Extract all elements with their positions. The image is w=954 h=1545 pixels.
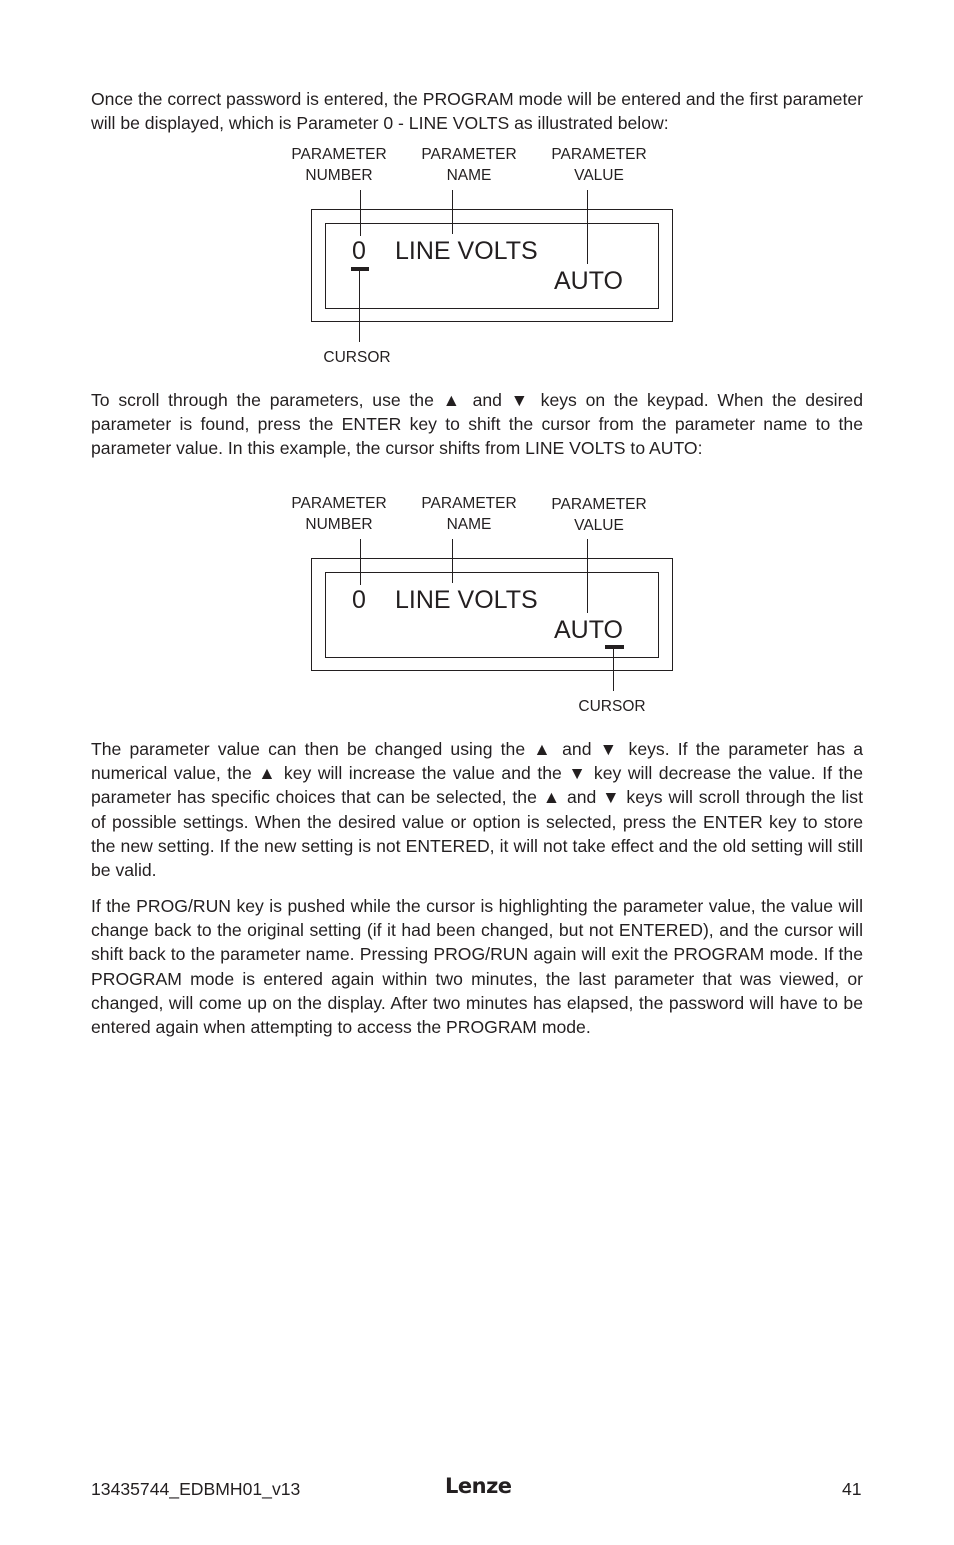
value-leader-line [587,539,588,613]
parameter-number-label: PARAMETER NUMBER [291,146,387,184]
display-parameter-value: AUTO [554,267,623,295]
value-leader-line [587,190,588,264]
page-number: 41 [842,1479,862,1499]
number-leader-line [360,190,361,236]
parameter-value-label: PARAMETER VALUE [551,496,647,534]
lenze-logo: Lenze [445,1474,512,1498]
display-parameter-name: LINE VOLTS [395,237,538,265]
cursor-label: CURSOR [323,349,391,366]
display-parameter-number: 0 [352,586,366,614]
cursor-label: CURSOR [578,698,646,715]
parameter-number-label: PARAMETER NUMBER [291,495,387,533]
number-leader-line [360,539,361,585]
name-leader-line [452,190,453,234]
display-parameter-name: LINE VOLTS [395,586,538,614]
name-leader-line [452,539,453,583]
intro-paragraph: Once the correct password is entered, the PROGRAM mode will be entered and the first parameter will be displayed, which is Parameter 0 - LINE VOLTS as illustrated below: [91,89,863,134]
parameter-value-label: PARAMETER VALUE [551,146,647,184]
display-figure-cursor-on-value [290,495,690,715]
scroll-paragraph: To scroll through the parameters, use the ▲ and ▼ keys on the keypad. When the desired parameter is found, press the ENTER key to shift the cursor from the parameter name to the parameter value. In this example, the cursor shifts from LINE VOLTS to AUTO: [91,390,863,459]
display-parameter-number: 0 [352,237,366,265]
cursor-leader-line [359,271,360,342]
display-parameter-value: AUTO [554,616,623,644]
display-figure-cursor-on-number [290,146,690,366]
change-value-paragraph: The parameter value can then be changed using the ▲ and ▼ keys. If the parameter has a numerical value, the ▲ key will increase the value and the ▼ key will decrease the value. If the parameter has specific choices that can be selected, the ▲ and ▼ keys will scroll through the list of possible settings. When the desired value or option is selected, press the ENTER key to store the new setting. If the new setting is not ENTERED, it will not take effect and the old setting will still be valid. [91,739,863,881]
display-inner-frame [325,223,659,309]
cursor-leader-line [613,649,614,691]
cursor-bar [605,645,624,649]
document-id: 13435744_EDBMH01_v13 [91,1479,301,1499]
prog-run-paragraph: If the PROG/RUN key is pushed while the cursor is highlighting the parameter value, the value will change back to the original setting (if it had been changed, but not ENTERED), and the cursor will shift back to the parameter name. Pressing PROG/RUN again will exit the PROGRAM mode. If the PROGRAM mode is entered again within two minutes, the last parameter that was viewed, or changed, will come up on the display. After two minutes has elapsed, the password will have to be entered again when attempting to access the PROGRAM mode. [91,896,863,1038]
parameter-name-label: PARAMETER NAME [421,495,517,533]
parameter-name-label: PARAMETER NAME [421,146,517,184]
